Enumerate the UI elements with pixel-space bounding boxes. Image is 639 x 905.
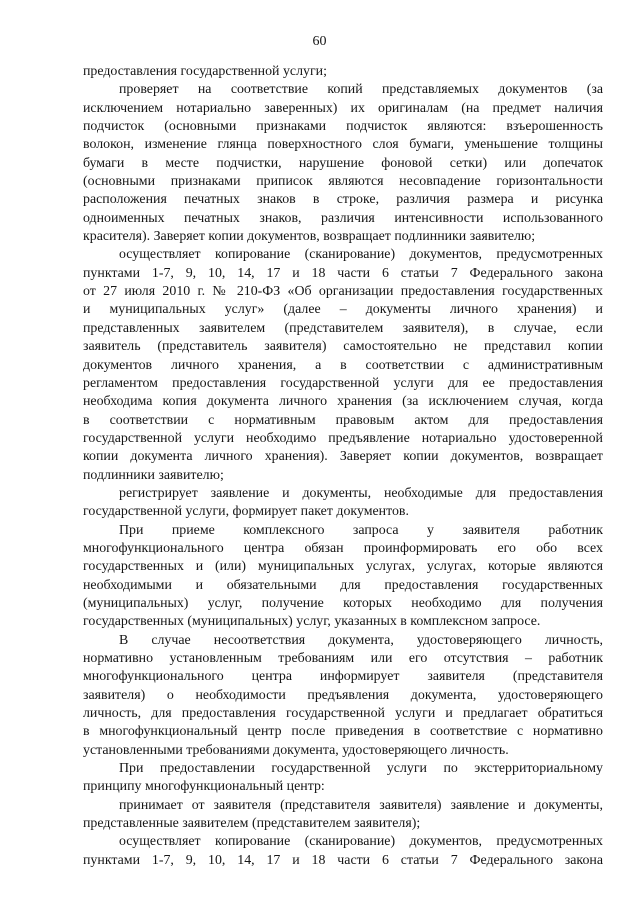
text-line: предоставления государственной услуги; <box>83 64 327 79</box>
text-line: нормативно установленным требованиям или его отсутствия – работник <box>83 651 603 666</box>
text-line: многофункционального центра информирует заявителя (представителя <box>83 669 603 685</box>
text-line: регистрирует заявление и документы, необходимые для предоставления <box>119 485 603 501</box>
text-line: При предоставлении государственной услуги по экстерриториальному <box>119 761 603 777</box>
text-line: многофункционального центра обязан проинформировать его обо всех <box>83 540 603 556</box>
text-line: необходимыми и обязательными для предоставления государственных <box>83 577 603 593</box>
page-number: 60 <box>312 34 327 49</box>
text-line: подчисток (основными признаками подчисток являются: взъерошенность <box>83 119 603 135</box>
text-line: государственных и (или) муниципальных услугах, услугах, которые являются <box>83 559 603 575</box>
text-line: подлинники заявителю; <box>83 467 224 483</box>
text-line: принципу многофункциональный центр: <box>83 779 325 795</box>
text-line: проверяет на соответствие копий представляемых документов (за <box>119 82 603 98</box>
text-line: осуществляет копирование (сканирование) документов, предусмотренных <box>119 247 603 263</box>
text-line: принимает от заявителя (представителя заявителя) заявление и документы, <box>119 797 603 813</box>
text-line: (муниципальных) услуг, получение которых необходимо для получения <box>83 595 603 611</box>
text-line: государственных (муниципальных) услуг, указанных в комплексном запросе. <box>83 614 541 630</box>
text-line: личность, для предоставления государственной услуги и предлагает обратиться <box>83 706 603 722</box>
text-line: установленными требованиями документа, удостоверяющего личность. <box>83 742 509 758</box>
text-line: пунктами 1-7, 9, 10, 14, 17 и 18 части 6 статьи 7 Федерального закона <box>83 265 603 281</box>
text-line: пунктами 1-7, 9, 10, 14, 17 и 18 части 6 статьи 7 Федерального закона <box>83 852 603 868</box>
text-line: исключением нотариально заверенных) их оригиналам (на предмет наличия <box>83 100 603 116</box>
text-line: документов личного хранения, а в соответствии с административным <box>83 357 603 373</box>
text-line: заявителя) о необходимости предъявления документа, удостоверяющего <box>83 687 603 703</box>
text-line: бумаги в месте подчистки, нарушение фоновой сетки) или допечаток <box>83 155 603 171</box>
text-line: красителя). Заверяет копии документов, возвращает подлинники заявителю; <box>83 229 536 245</box>
body-text <box>83 63 603 870</box>
text-line: регламентом предоставления государственной услуги для ее предоставления <box>83 375 603 391</box>
text-line: представленные заявителем (представителем заявителя); <box>83 816 421 832</box>
text-line: волокон, изменение глянца поверхностного слоя бумаги, уменьшение толщины <box>83 137 603 153</box>
text-line: одноименных печатных знаков, различия интенсивности использованного <box>83 210 603 226</box>
text-line: от 27 июля 2010 г. № 210-ФЗ «Об организации предоставления государственных <box>83 284 603 300</box>
text-line: государственной услуги, формирует пакет документов. <box>83 504 409 520</box>
text-line: осуществляет копирование (сканирование) документов, предусмотренных <box>119 834 603 850</box>
text-line: копии документа личного хранения). Заверяет копии документов, возвращает <box>83 449 603 465</box>
text-line: В случае несоответствия документа, удостоверяющего личность, <box>119 632 603 648</box>
text-line: в многофункциональный центр после приведения в соответствие с нормативно <box>83 724 603 740</box>
text-line: заявитель (представитель заявителя) самостоятельно не представил копии <box>83 339 603 355</box>
text-line: расположения печатных знаков в строке, различия размера и рисунка <box>83 192 603 208</box>
text-line: государственной услуги необходимо предъявление нотариально удостоверенной <box>83 430 603 446</box>
text-line: необходима копия документа личного хранения (за исключением случая, когда <box>83 394 603 410</box>
text-line: (основными признаками приписок являются несовпадение горизонтальности <box>83 174 603 190</box>
text-line: и муниципальных услуг» (далее – документы личного хранения) и <box>83 302 603 318</box>
text-line: представленных заявителем (представителем заявителя), в случае, если <box>83 320 603 336</box>
text-line: При приеме комплексного запроса у заявителя работник <box>119 522 603 538</box>
text-line: в соответствии с нормативным правовым актом для предоставления <box>83 412 603 428</box>
